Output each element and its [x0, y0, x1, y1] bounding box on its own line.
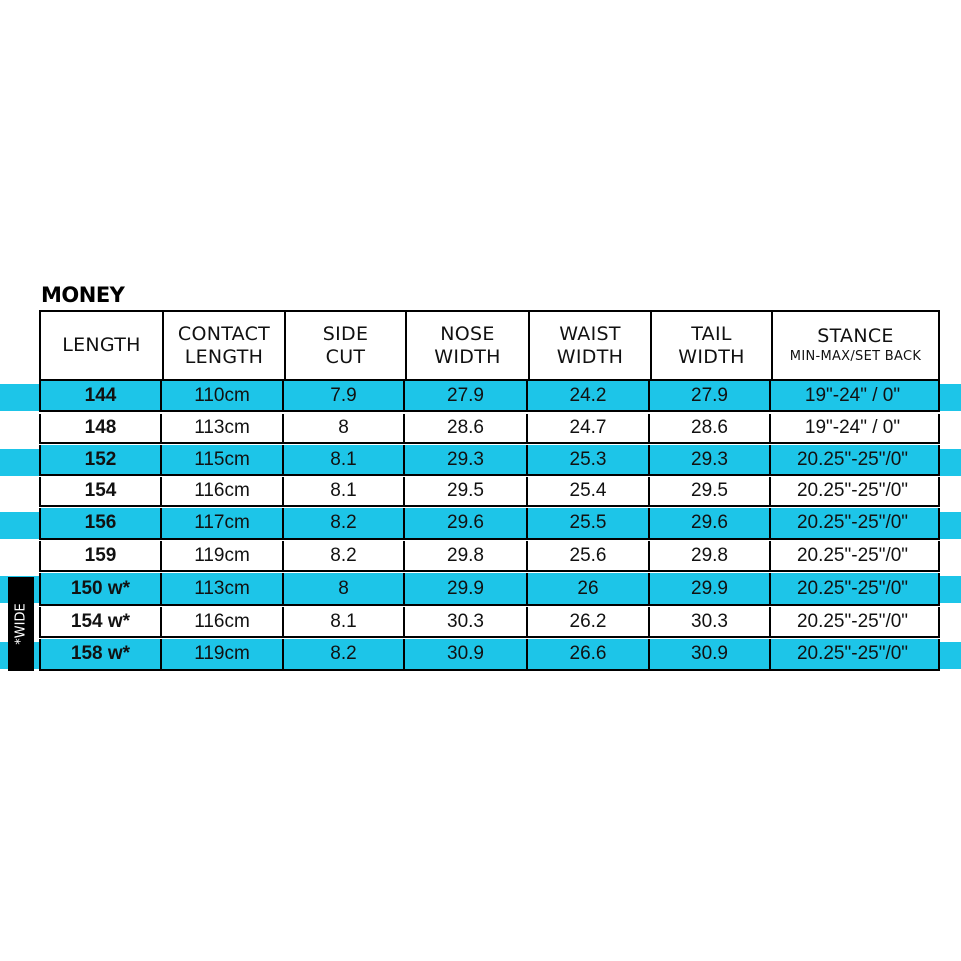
table-cell: 26: [528, 573, 650, 604]
table-row: [39, 573, 940, 606]
header-stance: [773, 312, 938, 379]
table-cell: 29.8: [650, 541, 771, 570]
table-cell: 8: [284, 414, 405, 442]
header-length: [41, 312, 164, 379]
table-cell: 154: [41, 477, 162, 505]
header-tail-width: [652, 312, 773, 379]
table-cell: 20.25"-25"/0": [796, 512, 909, 533]
table-cell: 28.6: [650, 414, 771, 442]
table-cell: 150 w*: [41, 573, 162, 604]
table-row: [39, 607, 940, 638]
table-cell: 159: [41, 541, 162, 570]
header-label: CUT: [325, 345, 366, 368]
table-cell: 24.2: [528, 381, 650, 410]
table-cell: 152: [41, 445, 162, 474]
header-label: CONTACT: [177, 322, 271, 345]
header-label: LENGTH: [62, 334, 141, 356]
table-cell: 116cm: [162, 477, 284, 505]
header-label: TAIL: [691, 322, 732, 345]
wide-side-tab: [8, 577, 34, 671]
table-cell: 26.2: [528, 607, 650, 636]
table-cell: 20.25"-25"/0": [796, 610, 909, 632]
table-cell: 8.1: [284, 477, 405, 505]
table-header: [39, 310, 940, 381]
table-cell: 29.3: [405, 445, 528, 474]
header-label: WAIST: [559, 322, 621, 345]
table-cell: 19"-24" / 0": [804, 384, 901, 406]
header-label: LENGTH: [184, 345, 264, 368]
table-cell: 115cm: [162, 445, 284, 474]
table-cell: 29.3: [650, 445, 771, 474]
table-cell: 117cm: [162, 508, 284, 538]
table-cell: 20.25"-25"/0": [796, 577, 909, 599]
table-cell: 29.8: [405, 541, 528, 570]
table-cell: 25.6: [528, 541, 650, 570]
table-cell: 20.25"-25"/0": [796, 448, 909, 470]
table-row: [39, 639, 940, 671]
header-label: STANCE: [817, 325, 894, 347]
table-cell: 29.9: [650, 573, 771, 604]
header-sublabel: MIN-MAX/SET BACK: [789, 349, 922, 364]
table-cell: 148: [41, 414, 162, 442]
table-cell: 20.25"-25"/0": [796, 544, 909, 566]
table-cell: 7.9: [284, 381, 405, 410]
table-cell: 8.2: [284, 639, 405, 669]
header-label: SIDE: [322, 322, 369, 345]
table-cell: 30.3: [650, 607, 771, 636]
table-cell: 24.7: [528, 414, 650, 442]
table-cell: 29.6: [405, 508, 528, 538]
header-nose-width: [407, 312, 530, 379]
table-row: [39, 445, 940, 476]
wide-label: *WIDE: [13, 603, 29, 645]
table-cell: 8: [284, 573, 405, 604]
table-cell: 27.9: [405, 381, 528, 410]
table-cell: 27.9: [650, 381, 771, 410]
table-cell: 29.5: [650, 477, 771, 505]
size-chart-table: [39, 310, 940, 672]
table-cell: 29.9: [405, 573, 528, 604]
table-cell: 28.6: [405, 414, 528, 442]
table-cell: 113cm: [162, 573, 284, 604]
table-row: [39, 477, 940, 507]
header-label: WIDTH: [678, 345, 745, 368]
table-cell: 25.3: [528, 445, 650, 474]
table-cell: 113cm: [162, 414, 284, 442]
header-label: WIDTH: [556, 345, 624, 368]
table-row: [39, 381, 940, 412]
table-cell: 8.1: [284, 445, 405, 474]
table-cell: 8.2: [284, 508, 405, 538]
header-contact-length: [164, 312, 286, 379]
table-cell: 30.3: [405, 607, 528, 636]
table-cell: 144: [41, 381, 162, 410]
table-cell: 26.6: [528, 639, 650, 669]
header-label: WIDTH: [434, 345, 501, 368]
table-cell: 116cm: [162, 607, 284, 636]
table-cell: 20.25"-25"/0": [796, 480, 909, 501]
table-cell: 30.9: [650, 639, 771, 669]
table-cell: 25.4: [528, 477, 650, 505]
table-cell: 156: [41, 508, 162, 538]
table-cell: 30.9: [405, 639, 528, 669]
table-cell: 119cm: [162, 541, 284, 570]
table-cell: 29.5: [405, 477, 528, 505]
table-cell: 154 w*: [41, 607, 162, 636]
header-label: NOSE: [440, 322, 495, 345]
header-side-cut: [286, 312, 407, 379]
table-row: [39, 414, 940, 444]
table-row: [39, 508, 940, 540]
header-waist-width: [530, 312, 652, 379]
table-cell: 19"-24" / 0": [804, 417, 901, 438]
table-cell: 29.6: [650, 508, 771, 538]
table-cell: 25.5: [528, 508, 650, 538]
table-cell: 119cm: [162, 639, 284, 669]
table-cell: 8.2: [284, 541, 405, 570]
table-row: [39, 541, 940, 572]
table-cell: 110cm: [162, 381, 284, 410]
table-cell: 8.1: [284, 607, 405, 636]
table-cell: 158 w*: [41, 639, 162, 669]
table-cell: 20.25"-25"/0": [796, 643, 909, 664]
chart-title: MONEY: [41, 283, 125, 307]
